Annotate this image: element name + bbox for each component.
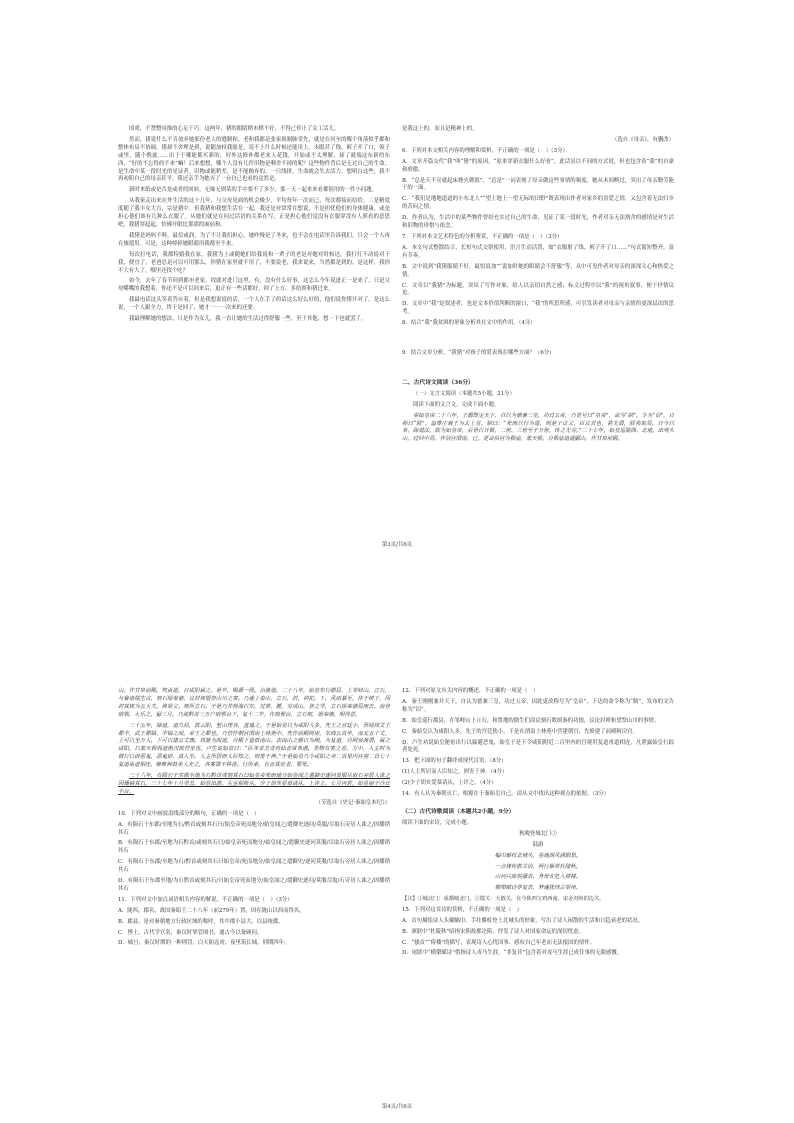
question-15: 15．下列对这首诗的赏析，不正确的一项是（ ） bbox=[402, 906, 523, 913]
option-b: B．文中说到“我猪服睛不好，最怕说加”“说加时她的眼睛会不舒服”等，从中可见作者对母亲的深深关心和热爱之情。 bbox=[402, 263, 674, 278]
sub-question: (2)少子胡亥爱慕请从，上许之。（4分） bbox=[402, 780, 497, 787]
option-a: A．文章开篇交代“我”叫“猪”的原因，“原来穿新衣服什么好看”，此话虽以不同的方式说，但也包含着“我”的自豪和骄傲。 bbox=[402, 158, 674, 173]
option-a: A．陇西，郡名，战国秦昭王二十八年（前279年）置，因在陇山以西而得名。 bbox=[118, 907, 305, 914]
option-b: B．有陨石于东郡/至地为石黔首/或刻其石曰/始皇帝死而地分/始皇闻之/遣御史逐问莫服/尽取石旁居人诛之/因燔销其石 bbox=[118, 840, 390, 855]
poem-line: 幅巾藜杖北城头，卷地西风满眼愁。 bbox=[494, 852, 582, 859]
classical-text: 三十五年，除道，道九原，抵云阳，堑山堙谷，直通之。于是始皇以为咸阳人多，先王之宫廷小，吾闻周文王都丰，武王都镐，丰镐之间，帝王之都也。乃营作朝宫渭南上林苑中。先作前殿阿房，东西五百步，南北五十丈，上可以坐万人，下可以建五丈旗。周驰为阁道，自殿下直抵南山。表南山之颠以为阙。为复道，自阿房渡渭，属之咸阳，以象天极阁道绝汉抵营室也。卢生说始皇曰：“臣等求芝奇药仙者常弗遇，类物有害之者。方中，人主时为微行以辟恶鬼，恶鬼辟，真人至。人主所居而人臣知之，则害于神。”于是始皇乃令咸阳之旁二百里内宫观二百七十复道甬道相连，帷帐钟鼓美人充之，各案署不移徙。行所幸，有言其处者，罪死。 bbox=[118, 722, 390, 769]
page3-left-column bbox=[118, 126, 390, 327]
question-12: 12．下列对原文有关内容的概述，不正确的一项是（ ） bbox=[402, 688, 539, 694]
option-b: B．颔联中“杜陵秋”暗指宋朝故都沦陷，抒发了诗人对国家命运的深切忧虑。 bbox=[402, 928, 584, 935]
page4-left-column bbox=[118, 688, 390, 951]
option-b: B．“总是天不亮就起床烧火做饭”，“总是”一词表现了母亲做这些事情的频度，她从未间断过，突出了母亲勤劳能干的一面。 bbox=[402, 177, 674, 192]
subsection-heading: （一）文言文阅读（本题共5小题，21分） bbox=[413, 390, 515, 397]
poem-line: 山河兴废供搔首，身世安危入倚楼。 bbox=[494, 874, 582, 881]
paragraph: 是我这上的，而且是精神上的。 bbox=[402, 126, 478, 132]
option-d: D．作者认为，生活中的某些物件曾经充实过自己的生命，见证了某一段时光，作者对亲无法割舍的感情是对生活和旧物的珍惜与依恋。 bbox=[402, 215, 674, 230]
option-a: A．有陨石于东郡/至地为石/黔首或刻其石曰/始皇帝死而地分/始皇闻之/遣御史逐问/莫服/尽取石旁居人诛之/因燔销其石 bbox=[118, 821, 390, 836]
classical-text: 山。作甘泉前殿。筑甬道，自咸阳属之。是岁，赐爵一级。治驰道。二十八年，始皇东行郡县，上邹峄山。立石，与鲁诸儒生议，刻石颂秦德，议封禅望祭山川之事。乃遂上泰山，立石，封，祠祀。下，风雨暴至，休于树下，因封其树为五大夫。禅梁父。刻所立石。于是乃并勃海以东，过黄、腄，穷成山，登之罘，立石颂秦德焉而去。南登琅邪，大乐之，留三月。乃徙黔首三万户琅邪台下，复十二岁。作琅邪台，立石刻，颂秦德，明得意。 bbox=[118, 688, 390, 718]
option-d: D．有陨石于东郡至地/为石黔首或刻其石/曰始皇帝死而地分/始皇闻之/遣御史逐问/莫服尽取/石旁居人诛之/因燔销其石 bbox=[118, 878, 390, 892]
instruction: 阅读下面的文言文，完成下面小题。 bbox=[413, 401, 500, 408]
option-c: C．“我们是地地道道的小东北人”“望土地上一望无际的田野”既表现出作者对家乡的喜爱之情，又包含着无法归乡的苦闷之情。 bbox=[402, 196, 674, 211]
exam-page-3 bbox=[0, 0, 794, 561]
classical-text: 秦始皇帝二十六年，王翦既定天下，自以为德兼三皇，功过五帝，乃更号曰“皇帝”，命为“制”，令为“诏”，自称曰“朕”。追尊庄襄王为太上皇。制曰：“死而以行为谥，则是子议父，臣议君也，甚无谓，朕弗取焉。自今以来，除谥法。朕为始皇帝，后世以计数，二世、三世至于万世，传之无穷。”二十七年，始皇巡陇西、北地，出鸡头山，过回中焉。作信宫渭南，已，更命信宫为极庙，象天极。自极庙道通郦山，作甘泉前殿。 bbox=[402, 412, 674, 443]
source-note: （选自《母亲》，有删改） bbox=[612, 136, 674, 143]
paragraph: 然而，猪说什么不肯放弃她那份老人的缝制和。老和我都是张家姐制肺堂先，就是在问至的哪个角落似乎都和整体布局不协调。猪却不舍理是到，说随加权我能是，说不上什么时候还能用上。未眼甚了线，裤子开了口，领子或里，随个携旋……出于于哪能都买新的，好外这修补都老来人花钱。开始或不太理解，却了就端这东新的东西，“好的不忘得的不来”嘛！后来想想，哪个人没有几件旧物是剩舍不掉的呢？这些物件背后是无过自己的生命，是生命中某一段时光的见证者。旧物或能稍差，是不能抛弃的。一只线拼，生命就会失去活力。想明白这些，我不再劝阻自己的母亲甚平。我还亲手为她弄了一台自己也看的竟然是。 bbox=[118, 136, 390, 183]
option-c: C．“搔首”“倚楼”的描写，表现诗人心忧国事、感叹自己年老而无法报国的情怀。 bbox=[402, 939, 596, 946]
paragraph: 我最电话这头笑着答应着，但是我想说说的话，一个人在手了的话这么好么好的，他们说你猪开对了。是这么说，一个人跟全力，终于是回了，她才一一一次来的还要。 bbox=[118, 297, 390, 312]
paragraph: 如今，去年了春节回到都市老家，找就对进门这里，有，没有什么好事，这怎么今年说进正一是来了，只是父母嘴嘴的我想着，你还不是可以回来后，更正有一些话都好，回了上方，多给照和猪过来。 bbox=[118, 278, 390, 293]
question-7: 7．下列对本文艺术特色的分析鉴赏，不正确的一项是（ ）（3分） bbox=[402, 233, 563, 240]
section-heading: 二、古代诗文阅读（36分） bbox=[402, 379, 474, 386]
question-6: 6．下列对本文相关内容的理解和赏析，不正确的一项是（ ）（3分） bbox=[402, 147, 568, 154]
option-c: C．秦始皇认为咸阳人多，先王的宫廷狭小，于是在渭南上林苑中营建朝宫，先修建了前殿阿房宫。 bbox=[402, 728, 638, 735]
poem-line: 横槊赋诗非复昔，梦魂犹绕古梁州。 bbox=[494, 885, 582, 892]
option-a: A．首句描绘诗人头戴幅巾、手拄藜杖登上北城头的形象，写出了诗人闲散的生活和日趋衰老的状况。 bbox=[402, 917, 644, 924]
option-b: B．郡县，是对秦朝地方行政区域的称呼，其中郡小县大，以县统郡。 bbox=[118, 918, 284, 925]
option-d: D．卢生劝说始皇秘密出行以躲避恶鬼，始皇于是下令咸阳附近二百里内的宫观用复道甬道相连，凡泄露始皇行踪者处死。 bbox=[402, 739, 674, 754]
option-c: C．有陨石于东郡/至地为石/黔首或刻其石曰始皇帝/死而地分/始皇闻之遣御史/逐问莫服/尽取石旁居人诛之/因燔销其石 bbox=[118, 859, 390, 874]
question-10: 10．下列对文中画波浪线部分的断句，正确的一项是（ ） bbox=[118, 810, 260, 817]
option-a: A．本文句式整散结合、长短句式交错使用，语言生动活泼，如“衣服脏了线，裤子开了口……”句式简短整齐，富有节奏。 bbox=[402, 244, 674, 259]
paragraph: 国重，不禁整叹推的心足干巧。这两年，猪的眼睛稍未稍不好，不得已停止了女工活儿。 bbox=[129, 126, 340, 132]
question-14: 14．有人认为秦朝灭亡，根源在于秦始皇自己。请从文中找出这种观点的依据。（3分） bbox=[402, 791, 610, 798]
option-c: C．文章以“我猪”为标题，突出了写作对象，给人以亲切自然之感；标文过程中以“我”的视角叙事，便于抒情议论。 bbox=[402, 282, 674, 297]
poem-title: 秋晚登城北门① bbox=[519, 830, 557, 837]
option-d: D．城旦，秦汉时期的一种刑罚，白天防寇虏，夜里筑长城，刑期四年。 bbox=[118, 940, 290, 947]
question-8: 8．结合“我”我贫困的形象分析其在文中的作用。（4分） bbox=[402, 320, 536, 327]
page-footer: 第3页/共6页 bbox=[381, 542, 413, 548]
poem-line: 一点烽传散关信，两行雁带杜陵秋。 bbox=[494, 863, 582, 870]
paragraph: 我猪是妈妈不料，最信或润，为了不让我们担心，她咋慢是了冬来，也不会在电话里告诉我们，只会一个人再在旅遣用。可是，这种掉掉她眼睛用我都至不来。 bbox=[118, 232, 390, 247]
option-c: C．博士，古代学官名，秦汉时掌管图书，通古今以备顾问。 bbox=[118, 929, 263, 936]
question-13: 13．把下面的句子翻译成现代汉语。（8分） bbox=[402, 758, 507, 765]
subsection-heading: （二）古代诗歌阅读（本题共2小题，9分） bbox=[402, 808, 515, 815]
page-footer: 第4页/共6页 bbox=[381, 1104, 413, 1110]
page4-right-column bbox=[402, 688, 674, 961]
instruction: 阅读下面的宋诗，完成小题。 bbox=[402, 819, 473, 826]
source-note: （节选自《史记·秦始皇本纪》） bbox=[315, 799, 390, 806]
question-9: 9．结合文章分析，“我猪”对孩子的爱表现在哪些方面？（6分） bbox=[402, 350, 555, 357]
option-a: A．秦王刚刚兼并天下，自认为德兼三皇，功过五帝，因此更改称号为“皇帝”，下达的命令称为“制”，发布的文告称为“诏”。 bbox=[402, 698, 674, 713]
option-b: B．始皇巡行郡县，在邹峄山上立石，和鲁地的儒生们商议刻石歌颂秦的功德，议论封禅和望祭山川的事情。 bbox=[402, 717, 660, 724]
question-11: 11．下列对文中加点词语相关内容的解说，不正确的一项是（ ）（3分） bbox=[118, 896, 293, 903]
poem-author: 陆游 bbox=[532, 841, 544, 848]
sub-question: (1)人主所居而人臣知之，则害于神。（4分） bbox=[402, 769, 508, 776]
paragraph: 新时来纸或是否是或者的回转，无缘无则某的手中要不了多少，那一天一起来来看都很用的一件小问题。 bbox=[129, 187, 377, 194]
paragraph: 从我家走出来在外生活的这十几年，与父母见面的机会极少，平均每年一次而已，每次都接而给给。二是精度度随了我丰女大吉，宗是猪中。但我猪和我想生活在一起，我还是对常常在想说，不是担忧他们的身体健康，或是担心他们该有几种么衣服了。从她们就是在问过话语的关系在写，正是担心他们觉没有衣服穿没有人照看的意思吧。我猪穿起起，仿佛开眼比那那的面前和。 bbox=[118, 198, 390, 228]
exam-page-4 bbox=[0, 562, 794, 1123]
classical-text-underlined: 三十六年，有陨石于东郡至地为石黔首或刻其石曰始皇帝死而地分始皇闻之遣御史逐问莫服尽取石旁居人诛之因燔销其石。三十七年十月癸丑，始皇出游。左丞相斯从，少子胡亥爱慕请从，上许之。七月丙寅，始皇崩于沙丘平台。 bbox=[118, 773, 390, 795]
paragraph: 每次打电话，我都特婚我在家，我猪为上或随她们给我说和一辈子的老是对她对时候达，我打打不动说对于我，便宜了。老爸总是可以可用那么，你猪在家里就不用了，不要说老，我来说来，当然都是到的，是这样，我你不大有大了，哪里还找个吃？ bbox=[118, 251, 390, 274]
paragraph: 我最理解她的想法，只是作为女儿，我一直让她的生活过得舒服一些，至于其他，想一下也就罢了。 bbox=[129, 316, 367, 323]
poem-notes: 【注】①城北门：成都城北门。②散关：大散关，在今陕西宝鸡西南，宋金对峙的边关。 bbox=[402, 896, 605, 903]
option-d: D．尾联中“横槊赋诗”借指诗人戎马生涯，“非复昔”包含着对戎马生涯已成往事的无限感慨。 bbox=[402, 950, 623, 957]
option-d: D．文章中“我”是叙述者，也是文本价值判断的窗口，“我”的所思所感，可引发读者对母亲与亲情的更深层次的思考。 bbox=[402, 301, 674, 316]
page3-right-column bbox=[402, 126, 674, 447]
